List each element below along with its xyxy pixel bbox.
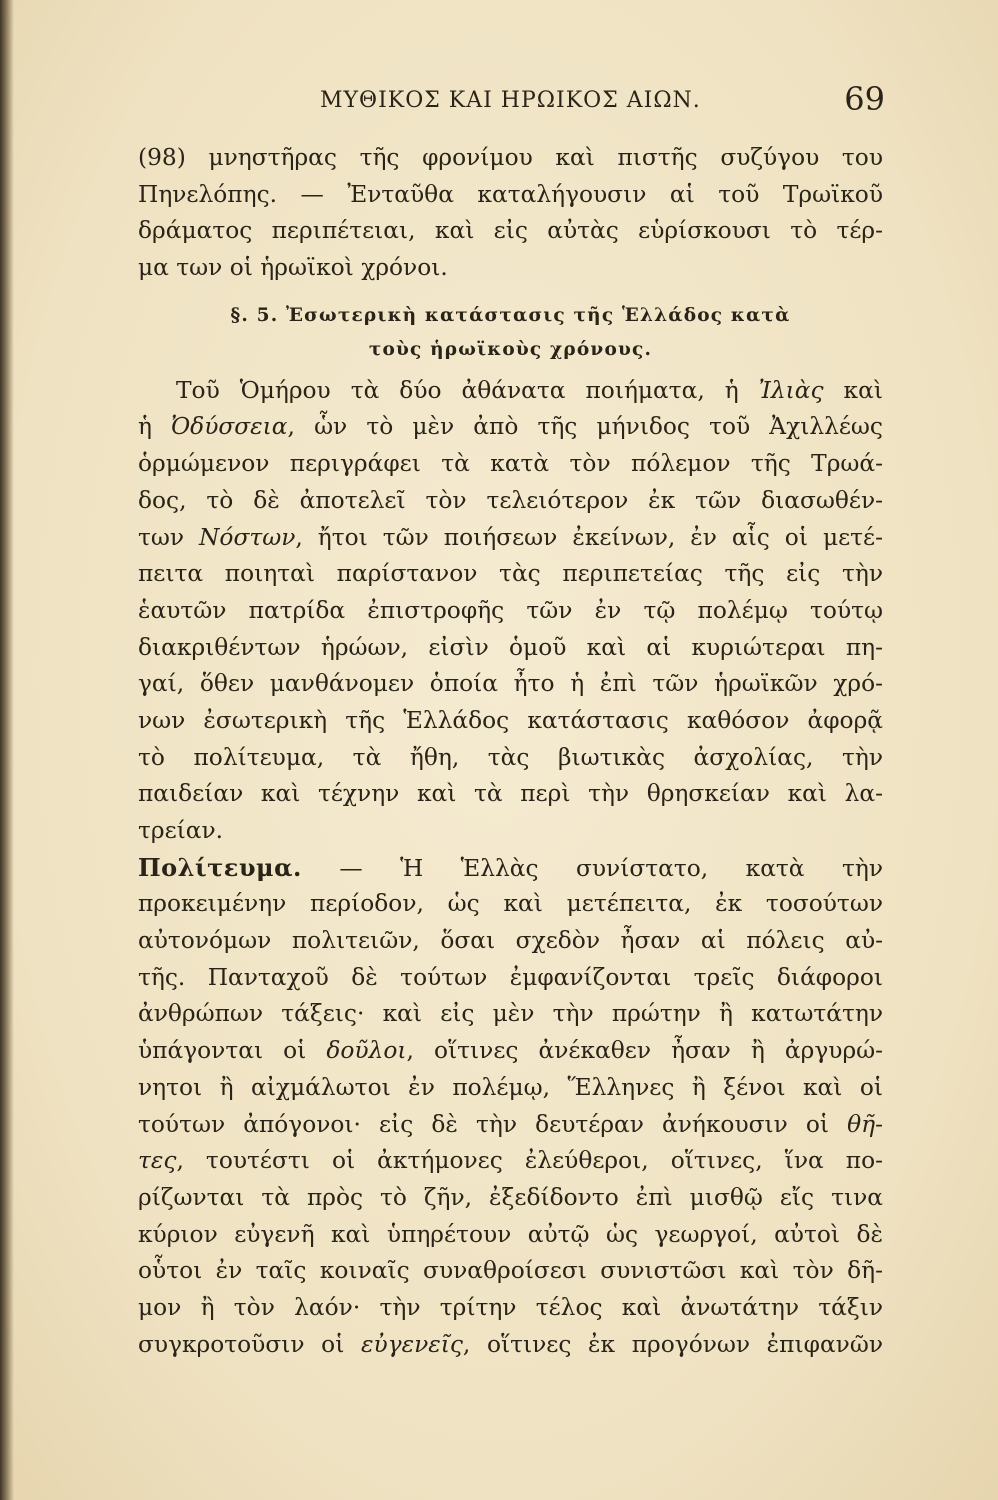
spacer (138, 287, 883, 299)
text-line (138, 850, 883, 887)
text-line (138, 1033, 883, 1070)
text-run: , ἤτοι τῶν ποιήσεων ἐκείνων, ἐν αἷς οἱ μετέ- (295, 523, 883, 551)
text-line (138, 1143, 883, 1180)
body-text (138, 140, 883, 1363)
odyssey-title: Ὀδύσσεια (171, 413, 288, 441)
text-line: παιδείαν καὶ τέχνην καὶ τὰ περὶ τὴν θρησκείαν καὶ λα- (138, 780, 883, 808)
text-line: ρίζωνται τὰ πρὸς τὸ ζῆν, ἐξεδίδοντο ἐπὶ μισθῷ εἴς τινα (138, 1183, 883, 1211)
text-line: Πηνελόπης. — Ἐνταῦθα καταλήγουσιν αἱ τοῦ Τρωϊκοῦ (138, 180, 883, 208)
text-line: πειτα ποιηταὶ παρίστανον τὰς περιπετείας τῆς εἰς τὴν (138, 560, 883, 588)
text-run: — Ἡ Ἑλλὰς συνίστατο, κατὰ τὴν (301, 854, 883, 882)
text-line: αὐτονόμων πολιτειῶν, ὅσαι σχεδὸν ἦσαν αἱ πόλεις αὐ- (138, 927, 883, 955)
text-run: , οἵτινες ἐκ προγόνων ἐπιφανῶν (462, 1330, 883, 1358)
page-binding-edge (0, 0, 14, 1500)
text-line: γαί, ὅθεν μανθάνομεν ὁποία ἦτο ἡ ἐπὶ τῶν ἡρωϊκῶν χρό- (138, 670, 883, 698)
text-run: , τουτέστι οἱ ἀκτήμονες ἐλεύθεροι, οἵτινες, ἵνα πο- (176, 1147, 883, 1175)
italic-term-thetes-cont: τες (138, 1147, 177, 1175)
text-line (138, 409, 883, 446)
italic-term-thetes: θῆ- (847, 1110, 883, 1138)
text-run: , ὧν τὸ μὲν ἀπὸ τῆς μήνιδος τοῦ Ἀχιλλέως (287, 413, 883, 441)
text-line: (98) μνηστῆρας τῆς φρονίμου καὶ πιστῆς συζύγου του (138, 144, 883, 171)
text-line: προκειμένην περίοδον, ὡς καὶ μετέπειτα, ἐκ τοσούτων (138, 890, 883, 918)
text-run: ἡ (138, 413, 172, 441)
text-run: συγκροτοῦσιν οἱ (138, 1330, 361, 1358)
text-run: ὑπάγονται οἱ (138, 1037, 327, 1065)
text-line (138, 373, 883, 410)
section-heading-line2: τοὺς ἡρωϊκοὺς χρόνους. (368, 338, 653, 360)
text-line (138, 1107, 883, 1144)
italic-term-douloi: δοῦλοι (326, 1037, 407, 1065)
text-run: τούτων ἀπόγονοι· εἰς δὲ τὴν δευτέραν ἀνήκουσιν οἱ (138, 1110, 848, 1138)
text-line: μα των οἱ ἡρωϊκοὶ χρόνοι. (138, 254, 448, 282)
text-line: νων ἐσωτερικὴ τῆς Ἑλλάδος κατάστασις καθόσον ἀφορᾷ (138, 706, 883, 734)
text-line: δος, τὸ δὲ ἀποτελεῖ τὸν τελειότερον ἐκ τῶν διασωθέν- (138, 486, 883, 514)
paragraph-lead-term: Πολίτευμα. (138, 852, 302, 882)
text-line: ἀνθρώπων τάξεις· καὶ εἰς μὲν τὴν πρώτην ἢ κατωτάτην (138, 1000, 883, 1028)
text-line: τῆς. Πανταχοῦ δὲ τούτων ἐμφανίζονται τρεῖς διάφοροι (138, 963, 883, 991)
text-line (138, 520, 883, 557)
text-line: μον ἢ τὸν λαόν· τὴν τρίτην τέλος καὶ ἀνωτάτην τάξιν (138, 1293, 883, 1321)
text-run: Τοῦ Ὁμήρου τὰ δύο ἀθάνατα ποιήματα, ἡ (176, 376, 759, 404)
text-line: ὁρμώμενον περιγράφει τὰ κατὰ τὸν πόλεμον τῆς Τρωά- (138, 450, 883, 478)
italic-term-eugeneis: εὐγενεῖς (360, 1330, 463, 1358)
text-line: οὗτοι ἐν ταῖς κοιναῖς συναθροίσεσι συνιστῶσι καὶ τὸν δῆ- (138, 1257, 883, 1285)
text-run: καὶ (823, 376, 883, 404)
section-heading-line1: §. 5. Ἐσωτερικὴ κατάστασις τῆς Ἑλλάδος κατὰ (230, 304, 791, 326)
iliad-title: Ἰλιὰς (758, 376, 824, 404)
text-line: διακριθέντων ἡρώων, εἰσὶν ὁμοῦ καὶ αἱ κυριώτεραι πη- (138, 633, 883, 661)
running-head: ΜΥΘΙΚΟΣ ΚΑΙ ΗΡΩΙΚΟΣ ΑΙΩΝ. (320, 88, 701, 113)
text-line: ἑαυτῶν πατρίδα ἐπιστροφῆς τῶν ἐν τῷ πολέμῳ τούτῳ (138, 596, 883, 624)
text-run: , οἵτινες ἀνέκαθεν ἦσαν ἢ ἀργυρώ- (406, 1037, 883, 1065)
page-number: 69 (844, 80, 885, 118)
page-header (140, 78, 885, 122)
text-run: των (138, 523, 200, 551)
text-line: τρείαν. (138, 817, 224, 844)
text-line: κύριον εὐγενῆ καὶ ὑπηρέτουν αὐτῷ ὡς γεωργοί, αὐτοὶ δὲ (138, 1220, 883, 1248)
nostoi-title: Νόστων (199, 523, 296, 551)
text-line: τὸ πολίτευμα, τὰ ἤθη, τὰς βιωτικὰς ἀσχολίας, τὴν (138, 743, 883, 771)
text-line: νητοι ἢ αἰχμάλωτοι ἐν πολέμῳ, Ἕλληνες ἢ ξένοι καὶ οἱ (138, 1073, 883, 1101)
text-line (138, 1327, 883, 1364)
text-line: δράματος περιπέτειαι, καὶ εἰς αὐτὰς εὑρίσκουσι τὸ τέρ- (138, 217, 883, 245)
